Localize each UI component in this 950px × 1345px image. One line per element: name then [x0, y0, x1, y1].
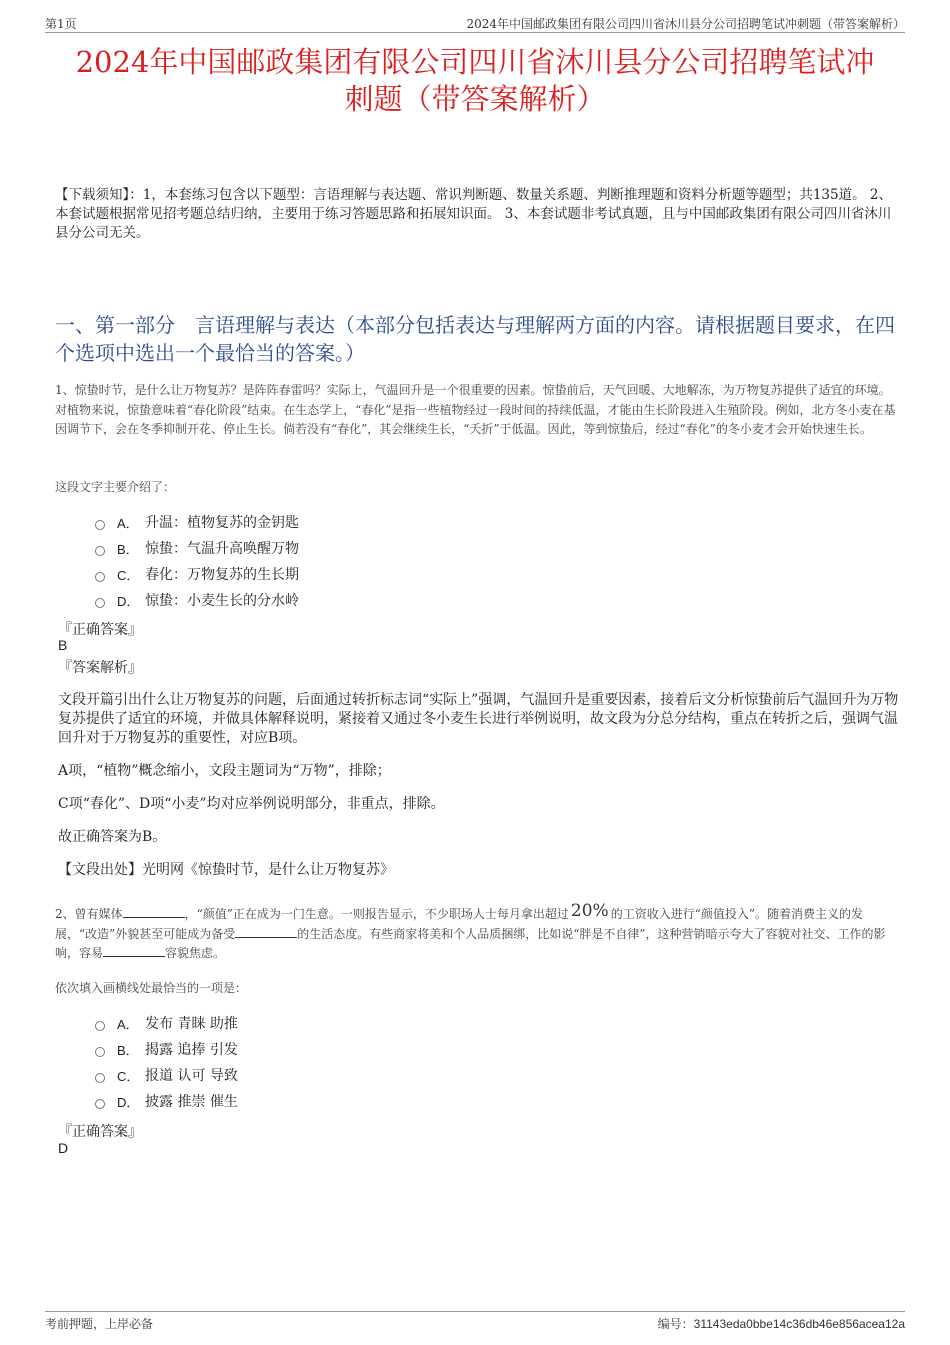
question-2-text: 2、曾有媒体 ，“颜值”正在成为一门生意。一则报告显示，不少职场人士每月拿出超过 20% 的工资收入进行“颜值投入”。随着消费主义的发展，“改造”外貌甚至可能成为备受 的生活态度。有些商家将美和个人品质捆绑，比如说“胖是不自律”，这种营销暗示夸大了容貌对社交、工作的影响，容易 容貌焦虑。	[55, 901, 886, 960]
title-line-2: 刺题（带答案解析）	[344, 82, 606, 116]
radio-button[interactable]	[95, 1021, 105, 1031]
q1-analysis-paragraph-3: C项“春化”、D项“小麦”均对应举例说明部分，非重点，排除。	[58, 796, 445, 812]
question-1-options	[95, 509, 299, 613]
footer-slogan: 考前押题，上岸必备	[45, 1317, 154, 1331]
radio-button[interactable]	[95, 520, 105, 530]
q1-option-b[interactable]: B． 惊蛰：气温升高唤醒万物	[95, 535, 299, 561]
footer-code: 编号：31143eda0bbe14c36db46e856acea12a	[657, 1317, 905, 1331]
q1-option-a[interactable]: A． 升温：植物复苏的金钥匙	[95, 509, 299, 535]
q2-answer: D	[58, 1140, 69, 1156]
radio-button[interactable]	[95, 598, 105, 608]
header-doc-title: 2024年中国邮政集团有限公司四川省沐川县分公司招聘笔试冲刺题（带答案解析）	[466, 17, 905, 31]
page-number: 第1页	[45, 17, 77, 31]
download-notice: 【下载须知】：1，本套练习包含以下题型：言语理解与表达题、常识判断题、数量关系题、判断推理题和资料分析题等题型；共135道。 2、本套试题根据常见招考题总结归纳，主要用于练习答题思路和拓展知识面。 3、本套试题非考试真题，且与中国邮政集团有限公司四川省沐川县分公司无关。	[55, 187, 892, 241]
section-title: 一、第一部分 言语理解与表达（本部分包括表达与理解两方面的内容。请根据题目要求，在四个选项中选出一个最恰当的答案。）	[55, 313, 895, 365]
radio-button[interactable]	[95, 1099, 105, 1109]
title-line-1: 2024年中国邮政集团有限公司四川省沐川县分公司招聘笔试冲	[75, 45, 875, 79]
percent-value: 20%	[570, 901, 609, 921]
q2-option-b[interactable]: B． 揭露 追捧 引发	[95, 1036, 238, 1062]
question-2-prompt: 依次填入画横线处最恰当的一项是：	[55, 981, 248, 995]
q2-option-a[interactable]: A． 发布 青睐 助推	[95, 1010, 238, 1036]
fill-blank	[103, 944, 165, 957]
question-1-prompt: 这段文字主要介绍了：	[55, 480, 176, 494]
q2-answer-label: 『正确答案』	[58, 1124, 142, 1140]
q1-answer-label: 『正确答案』	[58, 622, 142, 638]
q1-source: 【文段出处】光明网《惊蛰时节，是什么让万物复苏》	[58, 862, 394, 878]
fill-blank	[235, 925, 297, 938]
q1-analysis-paragraph-1: 文段开篇引出什么让万物复苏的问题，后面通过转折标志词“实际上”强调，气温回升是重要因素，接着后文分析惊蛰前后气温回升为万物复苏提供了适宜的环境，并做具体解释说明，紧接着又通过冬小麦生长进行举例说明，故文段为分总分结构，重点在转折之后，强调气温回升对于万物复苏的重要性，对应B项。	[58, 692, 899, 746]
radio-button[interactable]	[95, 1047, 105, 1057]
q1-analysis-paragraph-2: A项，“植物”概念缩小，文段主题词为“万物”，排除；	[58, 763, 391, 779]
document-title	[45, 44, 905, 118]
q1-analysis-paragraph-4: 故正确答案为B。	[58, 829, 167, 845]
page-footer	[45, 1311, 905, 1332]
q1-analysis-label: 『答案解析』	[58, 660, 142, 676]
q1-option-d[interactable]: D． 惊蛰：小麦生长的分水岭	[95, 587, 299, 613]
fill-blank	[123, 905, 185, 918]
q2-option-c[interactable]: C． 报道 认可 导致	[95, 1062, 238, 1088]
radio-button[interactable]	[95, 572, 105, 582]
question-2-options	[95, 1010, 238, 1114]
page-header	[45, 14, 905, 33]
q1-answer: B	[58, 637, 68, 653]
q1-option-c[interactable]: C． 春化：万物复苏的生长期	[95, 561, 299, 587]
radio-button[interactable]	[95, 546, 105, 556]
radio-button[interactable]	[95, 1073, 105, 1083]
q2-option-d[interactable]: D． 披露 推崇 催生	[95, 1088, 238, 1114]
question-1-text: 1、惊蛰时节，是什么让万物复苏？是阵阵春雷吗？实际上，气温回升是一个很重要的因素。惊蛰前后，天气回暖、大地解冻，为万物复苏提供了适宜的环境。对植物来说，惊蛰意味着“春化阶段”结束。在生态学上，“春化”是指一些植物经过一段时间的持续低温，才能由生长阶段进入生殖阶段。例如，北方冬小麦在基因调节下，会在冬季抑制开花、停止生长。倘若没有“春化”，其会继续生长，“夭折”于低温。因此，等到惊蛰后，经过“春化”的冬小麦才会开始快速生长。	[55, 383, 896, 436]
